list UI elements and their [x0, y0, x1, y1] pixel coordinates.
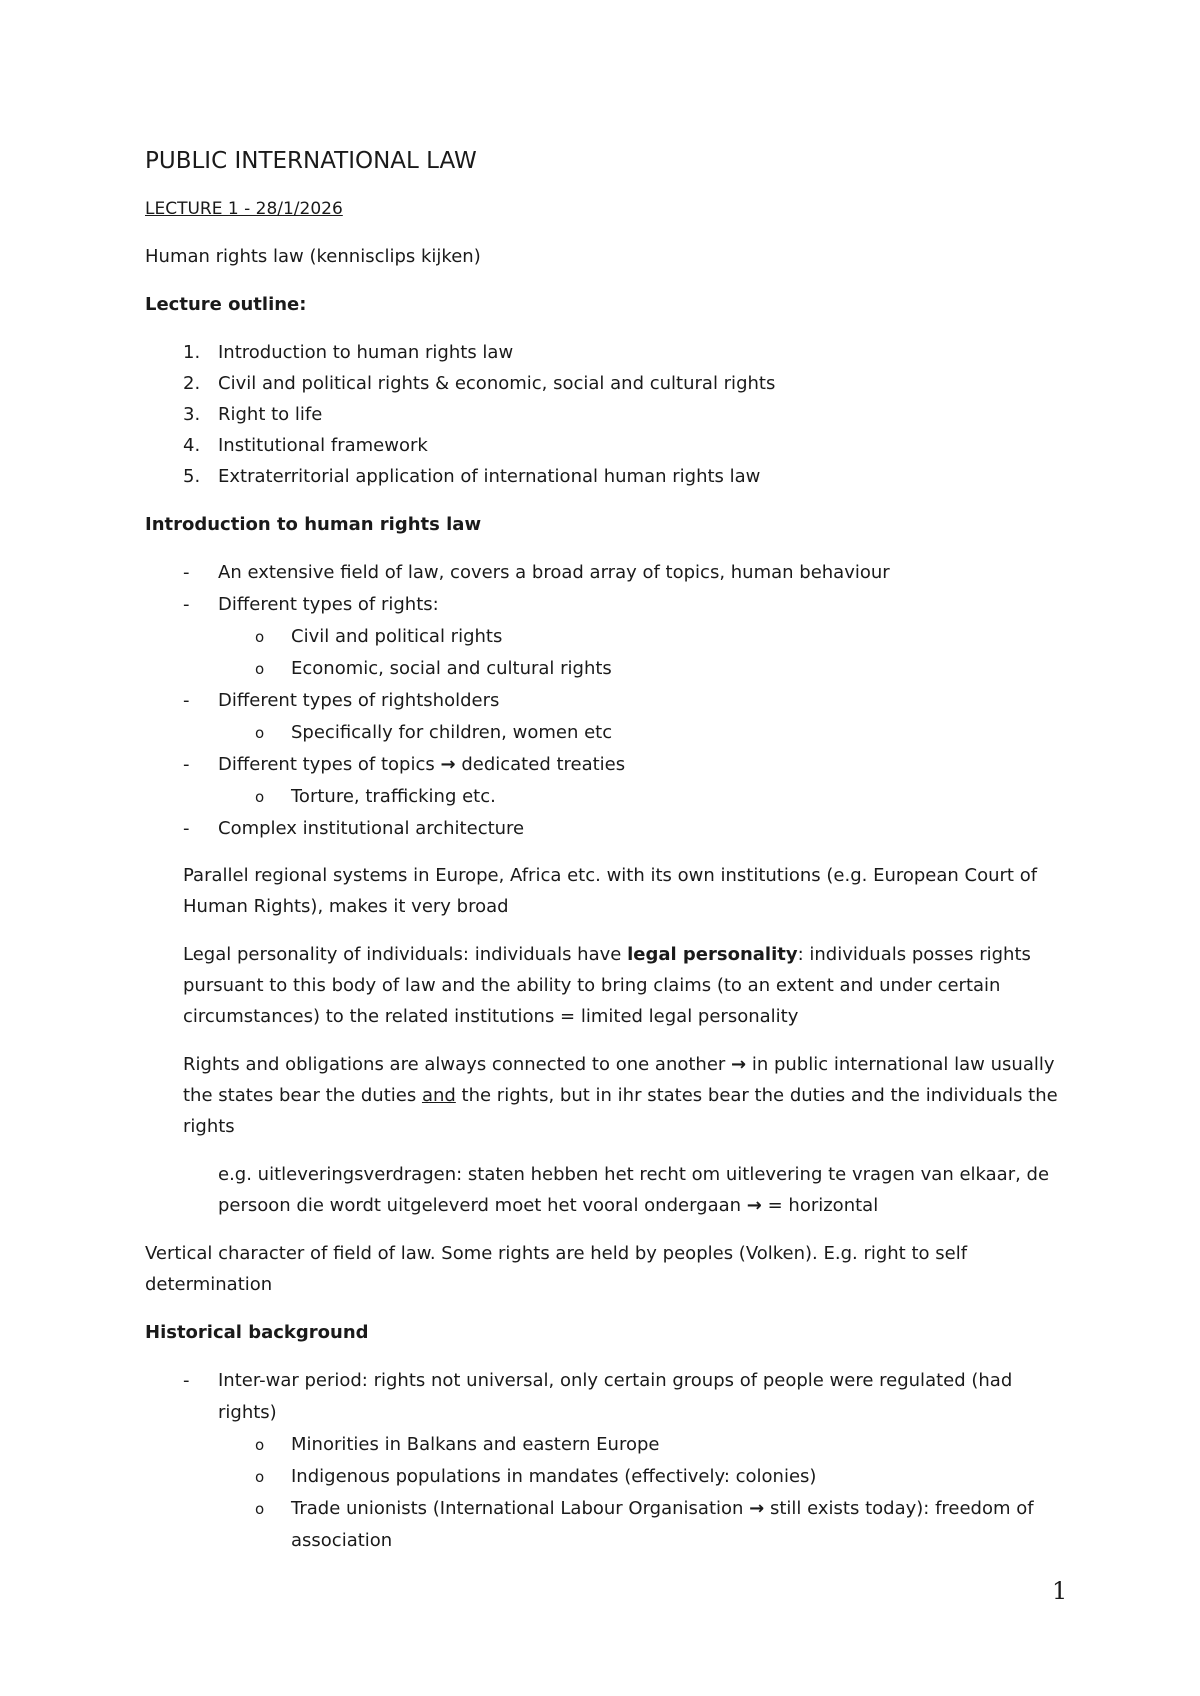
arrow-right-icon: → [749, 1498, 765, 1519]
outline-item [145, 461, 1065, 492]
underlined-word: and [421, 1085, 456, 1106]
sub-item [218, 653, 1065, 685]
item-number: 3. [183, 404, 201, 425]
sub-list [218, 1429, 1065, 1557]
dash-marker: - [183, 818, 190, 839]
paragraph-regional-systems: Parallel regional systems in Europe, Africa etc. with its own institutions (e.g. European Court of Human Rights), makes it very broad [183, 865, 1038, 917]
section-heading-intro: Introduction to human rights law [145, 514, 482, 535]
page-number: 1 [1052, 1577, 1068, 1605]
dash-marker: - [183, 754, 190, 775]
circle-marker: o [255, 1468, 265, 1486]
sub-item [218, 1429, 1065, 1461]
bullet-text: Different types of rightsholders [218, 690, 500, 711]
outline-item [145, 368, 1065, 399]
dash-marker: - [183, 562, 190, 583]
bullet-item [145, 749, 1065, 813]
item-number: 4. [183, 435, 201, 456]
item-text: Civil and political rights & economic, social and cultural rights [218, 373, 776, 394]
intro-bullet-list [145, 557, 1065, 845]
text-run: in public international law usually the states bear the duties [183, 1054, 1055, 1106]
sub-text: Indigenous populations in mandates (effectively: colonies) [291, 1466, 817, 1487]
circle-marker: o [255, 788, 265, 806]
outline-item [145, 430, 1065, 461]
paragraph-vertical-character: Vertical character of field of law. Some rights are held by peoples (Volken). E.g. right to self determination [145, 1243, 968, 1295]
arrow-right-icon: → [440, 754, 456, 775]
bullet-item [145, 557, 1065, 589]
item-text: Institutional framework [218, 435, 428, 456]
dash-marker: - [183, 594, 190, 615]
outline-item [145, 337, 1065, 368]
sub-list [218, 717, 1065, 749]
bullet-item [145, 589, 1065, 685]
text-run: = horizontal [761, 1195, 879, 1216]
bullet-text: An extensive field of law, covers a broad array of topics, human behaviour [218, 562, 890, 583]
sub-text: Civil and political rights [291, 626, 503, 647]
sub-item [218, 781, 1065, 813]
sub-text: Minorities in Balkans and eastern Europe [291, 1434, 660, 1455]
bullet-item [145, 1365, 1065, 1557]
arrow-right-icon: → [746, 1195, 762, 1216]
sub-list [218, 621, 1065, 685]
item-number: 1. [183, 342, 201, 363]
paragraph-rights-obligations [145, 1049, 1065, 1142]
item-number: 5. [183, 466, 201, 487]
intro-line: Human rights law (kennisclips kijken) [145, 246, 481, 267]
bullet-text: dedicated treaties [461, 754, 626, 775]
arrow-right-icon: → [731, 1054, 747, 1075]
lecture-heading: LECTURE 1 - 28/1/2026 [145, 199, 343, 219]
page-content [145, 146, 1065, 1572]
sub-list [218, 781, 1065, 813]
sub-item [218, 1493, 1065, 1557]
circle-marker: o [255, 724, 265, 742]
dash-marker: - [183, 1370, 190, 1391]
document-title: PUBLIC INTERNATIONAL LAW [145, 148, 477, 174]
item-number: 2. [183, 373, 201, 394]
text-run: : individuals posses rights pursuant to this body of law and the ability to bring claims (to an extent and under certain circumstances) to the related institutions = limited legal personality [183, 944, 1031, 1027]
circle-marker: o [255, 628, 265, 646]
text-run: Rights and obligations are always connected to one another [183, 1054, 732, 1075]
bullet-item [145, 685, 1065, 749]
paragraph-legal-personality [145, 939, 1065, 1032]
bullet-text: Complex institutional architecture [218, 818, 525, 839]
outline-item [145, 399, 1065, 430]
bullet-text: Inter-war period: rights not universal, only certain groups of people were regulated (had rights) [218, 1370, 1013, 1423]
sub-text: Torture, trafficking etc. [291, 786, 496, 807]
sub-text: Economic, social and cultural rights [291, 658, 612, 679]
outline-heading: Lecture outline: [145, 294, 307, 315]
item-text: Extraterritorial application of international human rights law [218, 466, 761, 487]
circle-marker: o [255, 1436, 265, 1454]
section-heading-history: Historical background [145, 1322, 369, 1343]
bold-term: legal personality [627, 944, 798, 965]
sub-text: still exists today): freedom of association [291, 1498, 1034, 1551]
sub-item [218, 621, 1065, 653]
bullet-text: Different types of rights: [218, 594, 439, 615]
history-bullet-list [145, 1365, 1065, 1557]
bullet-item [145, 813, 1065, 845]
text-run: the rights, but in ihr states bear the duties and the individuals the rights [183, 1085, 1058, 1137]
text-run: Legal personality of individuals: individuals have [183, 944, 628, 965]
paragraph-example [145, 1159, 1065, 1221]
circle-marker: o [255, 660, 265, 678]
item-text: Introduction to human rights law [218, 342, 514, 363]
circle-marker: o [255, 1500, 265, 1518]
sub-item [218, 717, 1065, 749]
bullet-text: Different types of topics [218, 754, 435, 775]
sub-text: Trade unionists (International Labour Organisation [291, 1498, 750, 1519]
item-text: Right to life [218, 404, 323, 425]
dash-marker: - [183, 690, 190, 711]
text-run: e.g. uitleveringsverdragen: staten hebben het recht om uitlevering te vragen van elkaar, de persoon die wordt uitgeleverd moet het vooral ondergaan [218, 1164, 1050, 1216]
sub-text: Specifically for children, women etc [291, 722, 613, 743]
sub-item [218, 1461, 1065, 1493]
outline-list [145, 337, 1065, 492]
